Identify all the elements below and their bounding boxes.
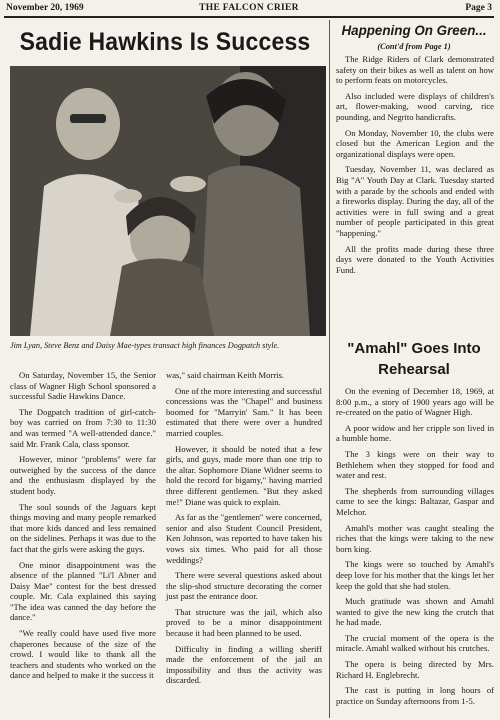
main-headline: Sadie Hawkins Is Success <box>19 28 311 56</box>
paragraph: The Ridge Riders of Clark demonstrated safety on their bikes as well as talent on how to perform feats on motorcycles. <box>336 54 494 86</box>
paragraph: That structure was the jail, which also proved to be a minor disappointment because it had been planned to be used. <box>166 606 322 639</box>
paragraph: One of the more interesting and successful concessions was the "Chapel" and business boomed for "Marryin' Sam." It has been estimated that there were over a hundred married couples. <box>166 385 322 438</box>
paragraph: Amahl's mother was caught stealing the riches that the kings were taking to the new born king. <box>336 522 494 554</box>
issue-date: November 20, 1969 <box>6 3 84 13</box>
paragraph: The shepherds from surrounding villages came to see the kings: Baltazar, Gaspar and Melchor. <box>336 485 494 517</box>
amahl-story-headline: "Amahl" Goes Into Rehearsal <box>347 340 481 378</box>
paragraph: Difficulty in finding a willing sheriff made the enforcement of the jail an impossibility and thus the activity was discarded. <box>166 643 322 686</box>
newspaper-title: THE FALCON CRIER <box>199 3 299 13</box>
amahl-story-body <box>336 386 494 711</box>
paragraph: However, minor "problems" were far outweighed by the success of the dance and the enthusiasm displayed by the student body. <box>10 454 156 496</box>
paragraph: Tuesday, November 11, was declared as Big "A" Youth Day at Clark. Tuesday started with a parade by the schools and ended with a fireworks display. During the day, all of the activities were in full swing and a great number of people participated in this great "happening." <box>336 164 494 238</box>
paragraph: One minor disappointment was the absence of the planned "Li'l Abner and Daisy Mae" contest for the best dressed couple. Mr. Cala explained this saying "The idea was canned the day before the dance." <box>10 559 156 623</box>
paragraph: Much gratitude was shown and Amahl wanted to give the new king the crutch that he had made. <box>336 596 494 628</box>
continued-note: (Cont'd from Page 1) <box>377 42 451 51</box>
news-photo <box>10 66 326 336</box>
paragraph: The 3 kings were on their way to Bethlehem when they stopped for food and water and rest. <box>336 448 494 481</box>
photo-caption: Jim Lyan, Steve Benz and Daisy Mae-types transact high finances Dogpatch style. <box>10 341 280 350</box>
paragraph: The soul sounds of the Jaguars kept things moving and many people remarked that more kids danced and less remained on the sidelines. Perhaps it was due to the fact that the girls were asking the guys. <box>10 501 156 554</box>
green-story-headline: Happening On Green... <box>341 23 487 38</box>
paragraph: "We really could have used five more chaperones because of the size of the crowd. I would like to thank all the teachers and students who worked on the dance and helped to make it the success it <box>10 628 156 681</box>
paragraph: On Saturday, November 15, the Senior class of Wagner High School sponsored a successful Sadie Hawkins Dance. <box>10 370 156 402</box>
paragraph: The cast is putting in long hours of practice on Sunday afternoons from 1-5. <box>336 685 494 706</box>
column-divider <box>329 20 330 718</box>
green-story-body <box>336 54 494 280</box>
paragraph: The Dogpatch tradition of girl-catch-boy was carried on from 7:30 to 11:30 and was termed "A well-attended dance." said Mr. Frank Cala, class sponsor. <box>10 406 156 449</box>
paragraph: The kings were so touched by Amahl's deep love for his mother that the kings let her keep the gold that she had stolen. <box>336 559 494 591</box>
paragraph: On Monday, November 10, the clubs were closed but the American Legion and the organizational displays were open. <box>336 127 494 159</box>
paragraph: Also included were displays of children's art, flower-making, wood carving, rice pounding, and Negrito handicrafts. <box>336 90 494 122</box>
main-story-column-1 <box>10 370 156 686</box>
photo-illustration <box>10 66 326 336</box>
paragraph: All the profits made during these three days were donated to the Youth Activities Fund. <box>336 243 494 275</box>
paragraph: On the evening of December 18, 1969, at 8:00 p.m., a story of 1900 years ago will be re-created on the patio of Wagner High. <box>336 386 494 418</box>
main-story-column-2 <box>166 370 322 691</box>
paragraph: There were several questions asked about the slip-shod structure decorating the corner just past the entrance door. <box>166 570 322 602</box>
paragraph: However, it should be noted that a few girls, and guys, made more than one trip to the altar. Sophomore Diane Widner seems to hold the record for bigamy," having married three different gentlemen. "But they asked me!" Diane was quick to explain. <box>166 443 322 507</box>
page-header <box>6 3 492 15</box>
paragraph: was," said chairman Keith Morris. <box>166 370 285 380</box>
page-number: Page 3 <box>465 3 492 13</box>
paragraph: The crucial moment of the opera is the miracle. Amahl walked without his crutches. <box>336 632 494 654</box>
paragraph: As far as the "gentlemen" were concerned, senior and also Student Council President, Ken Johnson, was reported to have taken his vows six times. Who paid for all those weddings? <box>166 512 322 565</box>
header-rule <box>4 16 494 18</box>
paragraph: The opera is being directed by Mrs. Richard H. Englebrecht. <box>336 659 494 680</box>
paragraph: A poor widow and her cripple son lived in a humble home. <box>336 422 494 444</box>
